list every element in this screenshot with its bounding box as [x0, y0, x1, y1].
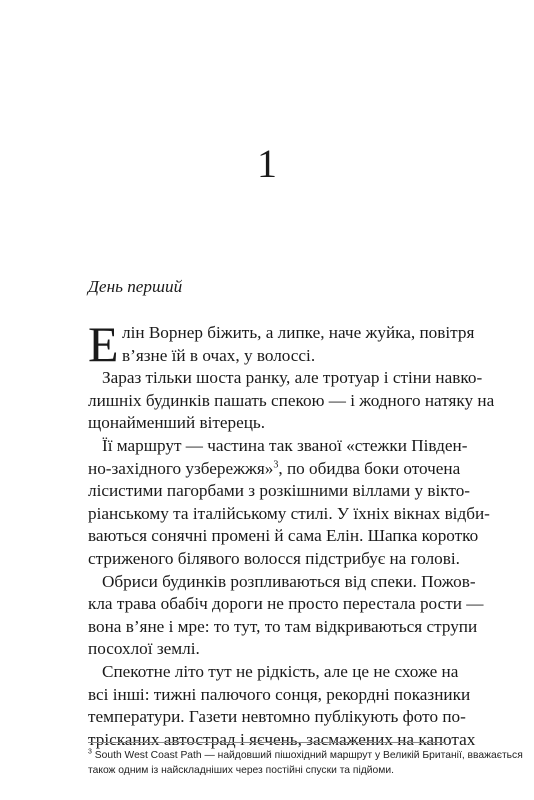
paragraph-5-line-1: Спекотне літо тут не рідкість, але це не схоже на [102, 661, 459, 681]
footnote-divider [88, 742, 446, 743]
section-heading: День перший [88, 277, 183, 296]
paragraph-3-line-4: ріанському та італійському стилі. У їхніх вікнах відби- [88, 503, 490, 523]
footnote-mark: 3 [88, 748, 92, 756]
paragraph-3-line-2: но-західного узбережжя»$^3$, по обидва боки оточена [88, 458, 461, 478]
footnote-line-2: також одним із найскладніших через постійні спуски та підйоми. [88, 765, 394, 776]
paragraph-3-line-5: ваються сонячні промені й сама Елін. Шапка коротко [88, 526, 479, 546]
paragraph-3-line-6: стриженого білявого волосся підстрибує на голові. [88, 548, 460, 568]
drop-cap: Е [88, 316, 119, 372]
paragraph-3-line-3: лісистими пагорбами з розкішними віллами у вікто- [88, 481, 471, 501]
paragraph-2 [88, 367, 495, 435]
paragraph-1 [88, 316, 475, 372]
paragraph-4-line-1: Обриси будинків розпливаються від спеки. Пожов- [102, 571, 476, 591]
paragraph-4-line-3: вона в’яне і мре: то тут, то там відкриваються струпи [88, 616, 478, 636]
body-text [88, 316, 495, 751]
paragraph-1-line-1: Е лін Ворнер біжить, а липке, наче жуйка, повітря [88, 316, 475, 372]
footnote-line-1: $^3$ South West Coast Path — найдовший пішохідний маршрут у Великій Британії, вважається [88, 748, 523, 761]
footnote-reference[interactable]: 3 [273, 458, 279, 470]
paragraph-2-line-2: лишніх будинків пашать спекою — і жодного натяку на [88, 390, 495, 410]
paragraph-1-line-2: в’язне їй в очах, у волоссі. [122, 345, 316, 365]
paragraph-2-line-1: Зараз тільки шоста ранку, але тротуар і стіни навко- [102, 368, 483, 388]
paragraph-5-line-2: всі інші: тижні палючого сонця, рекордні показники [88, 684, 471, 704]
paragraph-2-line-3: щонайменший вітерець. [88, 413, 266, 433]
paragraph-4-line-4: посохлої землі. [88, 639, 200, 659]
paragraph-3 [88, 435, 490, 571]
footnote [88, 748, 523, 778]
paragraph-5-line-4: трісканих автострад і яєчень, засмажених на капотах [88, 729, 476, 749]
paragraph-4 [88, 571, 484, 661]
chapter-number: 1 [257, 141, 277, 186]
paragraph-4-line-2: кла трава обабіч дороги не просто перестала рости — [88, 594, 484, 614]
paragraph-3-line-1: Її маршрут — частина так званої «стежки Півден- [102, 435, 468, 455]
paragraph-5-line-3: температури. Газети невтомно публікують фото по- [88, 707, 466, 727]
paragraph-5 [88, 661, 476, 751]
